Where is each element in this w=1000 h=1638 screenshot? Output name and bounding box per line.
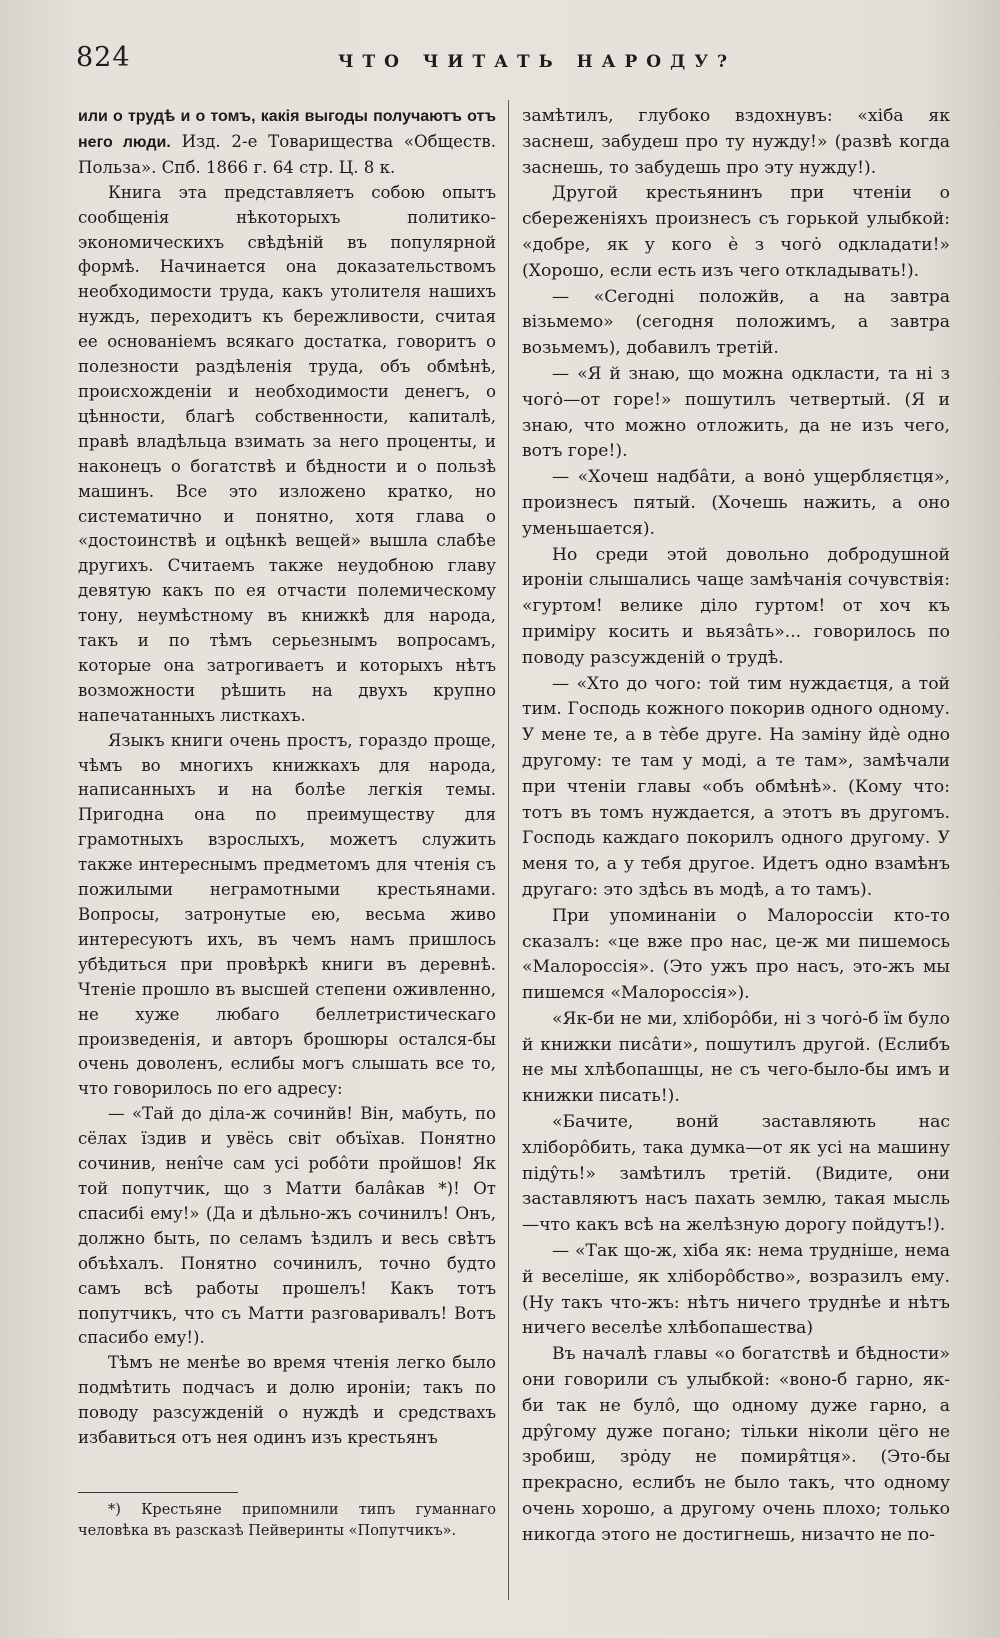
footnote: *) Крестьяне припомнили типъ гуманнаго человѣка въ разсказѣ Пейверинты «Попутчикъ». xyxy=(78,1502,496,1539)
footnote-divider xyxy=(78,1492,238,1493)
paragraph: — «Сегодні положйв, а на завтра візьмемо» (сегодня положимъ, а завтра возьмемъ), добавилъ третій. xyxy=(522,286,950,359)
paragraph: — «Тай до діла-ж сочинйв! Він, мабуть, по сёлах їздив и увёсь світ объїхав. Понятно сочинив, нені̂че сам усі робо̂ти пройшов! Як той попутчик, що з Матти бала̂кав *)! От спасибі ему!» (Да и дѣльно-жъ сочинилъ! Онъ, должно быть, по селамъ ѣздилъ и весь свѣтъ объѣхалъ. Понятно сочинилъ, точно будто самъ всѣ работы прошелъ! Какъ тотъ попутчикъ, что съ Матти разговаривалъ! Вотъ спасибо ему!). xyxy=(78,1104,496,1348)
paragraph: Другой крестьянинъ при чтеніи о сбереженіяхъ произнесъ съ горькой улыбкой: «добре, як у кого ѐ з чогȯ одкладати!» (Хорошо, если есть изъ чего откладывать!). xyxy=(522,183,950,281)
paragraph: Языкъ книги очень простъ, гораздо проще, чѣмъ во многихъ книжкахъ для народа, написанныхъ и на болѣе легкія темы. Пригодна она по преимуществу для грамотныхъ взрослыхъ, можетъ служить также интереснымъ предметомъ для чтенія съ пожилыми неграмотными крестьянами. Вопросы, затронутые ею, весьма живо интересуютъ ихъ, въ чемъ намъ пришлось убѣдиться при провѣркѣ книги въ деревнѣ. Чтеніе прошло въ высшей степени оживленно, не хуже любаго беллетристическаго произведенія, и авторъ брошюры остался-бы очень доволенъ, еслибы могъ слышать все то, что говорилось по его адресу: xyxy=(78,730,496,1099)
page-number: 824 xyxy=(76,42,131,73)
page-header xyxy=(76,40,956,80)
paragraph: «Бачите, вонй заставляють нас хліборо̂бить, така думка—от як усі на машину піду̂ть!» замѣтилъ третій. (Видите, они заставляютъ насъ пахать землю, такая мысль—что какъ всѣ на желѣзную дорогу пойдутъ!). xyxy=(522,1112,950,1236)
paragraph: «Як-би не ми, хліборо̂би, ні з чогȯ-б їм було й книжки писа̂ти», пошутилъ другой. (Еслибъ не мы хлѣбопашцы, не съ чего-было-бы имъ и книжки писать!). xyxy=(522,1008,950,1107)
book-title-bold: или о трудѣ и о томъ, какія выгоды получаютъ отъ него люди. xyxy=(78,108,496,151)
paragraph: При упоминаніи о Малороссіи кто-то сказалъ: «це вже про нас, це-ж ми пишемось «Малороссія». (Это ужъ про насъ, это-жъ мы пишемся «Малороссія»). xyxy=(522,905,950,1004)
paragraph: Книга эта представляетъ собою опытъ сообщенія нѣкоторыхъ политико-экономическихъ свѣдѣній въ популярной формѣ. Начинается она доказательствомъ необходимости труда, какъ утолителя нашихъ нуждъ, переходитъ къ бережливости, считая ее основаніемъ всякаго достатка, говоритъ о полезности раздѣленія труда, объ обмѣнѣ, происхожденіи и необходимости денегъ, о цѣнности, благѣ собственности, капиталѣ, правѣ владѣльца взимать за него проценты, и наконецъ о богатствѣ и бѣдности и о пользѣ машинъ. Все это изложено кратко, но систематично и понятно, хотя глава о «достоинствѣ и оцѣнкѣ вещей» вышла слабѣе другихъ. Считаемъ также неудобною главу девятую какъ по ея отчасти полемическому тону, неумѣстному въ книжкѣ для народа, такъ и по тѣмъ серьезнымъ вопросамъ, которые она затрогиваетъ и которыхъ нѣтъ возможности рѣшить на двухъ крупно напечатанныхъ листкахъ. xyxy=(78,182,496,725)
paragraph: — «Хочеш надба̂ти, а вонȯ ущербляєтця», произнесъ пятый. (Хочешь нажить, а оно уменьшается). xyxy=(522,467,950,539)
paragraph: — «Хто до чого: той тим нуждаєтця, а той тим. Господь кожного покорив одного одному. У мене те, а в тѐбе друге. На заміну йдѐ одно другому: те там у моді, а те там», замѣчали при чтеніи главы «объ обмѣнѣ». (Кому что: тотъ въ томъ нуждается, а этотъ въ другомъ. Господь каждаго покорилъ одного другому. У меня то, а у тебя другое. Идетъ одно взамѣнъ другаго: это здѣсь въ модѣ, а то тамъ). xyxy=(522,673,950,900)
column-divider xyxy=(508,100,509,1600)
paragraph: Въ началѣ главы «о богатствѣ и бѣдности» они говорили съ улыбкой: «воно-б гарно, як-би так не було̂, що одному дуже гарно, а дру̂гому дуже погано; тільки ніколи цёго не зробиш, зрȯду не помиря̂тця». (Это-бы прекрасно, еслибъ не было такъ, что одному очень хорошо, а другому очень плохо; только никогда этого не достигнешь, низачто не по- xyxy=(522,1344,950,1545)
running-title: ЧТО ЧИТАТЬ НАРОДУ? xyxy=(338,52,736,72)
publication-info: Изд. 2-е Товарищества «Обществ. Польза». Спб. 1866 г. 64 стр. Ц. 8 к. xyxy=(78,131,496,177)
paragraph: — «Я й знаю, що можна одкласти, та ні з чогȯ—от горе!» пошутилъ четвертый. (Я и знаю, что можно отложить, да не изъ чего, вотъ горе!). xyxy=(522,363,950,462)
paragraph: Тѣмъ не менѣе во время чтенія легко было подмѣтить подчасъ и долю ироніи; такъ по поводу разсужденій о нуждѣ и средствахъ избавиться отъ нея одинъ изъ крестьянъ xyxy=(78,1353,496,1448)
paragraph xyxy=(78,104,496,181)
paragraph: Но среди этой довольно добродушной ироніи слышались чаще замѣчанія сочувствія: «гуртом! велике діло гуртом! от хоч къ приміру косить и вьяза̂ть»... говорилось по поводу разсужденій о трудѣ. xyxy=(522,544,950,668)
left-column xyxy=(78,104,496,1451)
right-column xyxy=(522,104,950,1549)
paragraph: замѣтилъ, глубоко вздохнувъ: «хіба як заснеш, забудеш про ту нужду!» (развѣ когда заснешь, то забудешь про эту нужду!). xyxy=(522,106,950,178)
paragraph: — «Так що-ж, хіба як: нема трудніше, нема й веселіше, як хліборо̂бство», возразилъ ему. (Ну такъ что-жъ: нѣтъ ничего труднѣе и нѣтъ ничего веселѣе хлѣбопашества) xyxy=(522,1241,950,1339)
